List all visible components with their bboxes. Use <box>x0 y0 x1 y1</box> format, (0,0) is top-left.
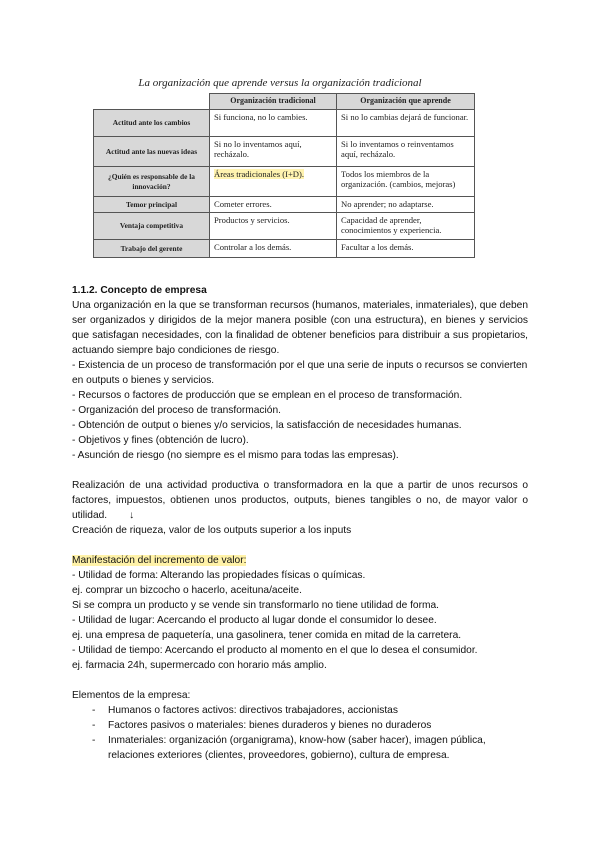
value-line: Si se compra un producto y se vende sin transformarlo no tiene utilidad de forma. <box>72 600 439 611</box>
value-line: - Utilidad de forma: Alterando las propiedades físicas o químicas. <box>72 570 366 581</box>
realization-text: Realización de una actividad productiva o transformadora en la que a partir de unos recursos o factores, impuestos, obtienen unos productos, outputs, bienes tangibles o no, de mayor valor o utilidad. <box>72 480 528 521</box>
table-caption: La organización que aprende versus la organización tradicional <box>138 77 422 89</box>
row-label: Temor principal <box>94 197 210 213</box>
comparison-table <box>93 93 475 258</box>
cell-learning: Capacidad de aprender, conocimientos y experiencia. <box>337 213 475 240</box>
header-traditional: Organización tradicional <box>210 94 337 110</box>
value-heading <box>72 553 528 568</box>
cell-traditional: Cometer errores. <box>210 197 337 213</box>
row-label: Ventaja competitiva <box>94 213 210 240</box>
list-item-text: Factores pasivos o materiales: bienes duraderos y bienes no duraderos <box>108 720 432 731</box>
table-row <box>94 110 475 137</box>
point-line: - Organización del proceso de transformación. <box>72 405 281 416</box>
table-row <box>94 197 475 213</box>
cell-learning: No aprender; no adaptarse. <box>337 197 475 213</box>
row-label: Actitud ante las nuevas ideas <box>94 137 210 167</box>
elements-list <box>72 703 528 763</box>
table-header-row <box>94 94 475 110</box>
dash-bullet: - <box>92 735 96 746</box>
list-item <box>92 733 528 763</box>
elements-heading: Elementos de la empresa: <box>72 690 191 701</box>
definition-paragraph: Una organización en la que se transforman recursos (humanos, materiales, inmateriales), que deben ser organizados y dirigidos de la mejor manera posible (con una estructura), en bienes y servicios que satisfagan necesidades, con la finalidad de obtener beneficios para distribuir a sus propietarios, actuando siempre bajo condiciones de riesgo. <box>72 300 528 356</box>
list-item-text: Inmateriales: organización (organigrama), know-how (saber hacer), imagen pública, relaciones exteriores (clientes, proveedores, gobierno), cultura de empresa. <box>108 735 486 761</box>
value-line: - Utilidad de tiempo: Acercando el producto al momento en el que lo desea el consumidor. <box>72 645 478 656</box>
document-body <box>72 283 528 763</box>
dash-bullet: - <box>92 705 96 716</box>
table-row <box>94 240 475 258</box>
point-line: - Recursos o factores de producción que se emplean en el proceso de transformación. <box>72 390 463 401</box>
table-row <box>94 213 475 240</box>
highlighted-heading: Manifestación del incremento de valor: <box>72 555 247 566</box>
cell-traditional: Si no lo inventamos aquí, recházalo. <box>210 137 337 167</box>
cell-traditional: Si funciona, no lo cambies. <box>210 110 337 137</box>
header-learning: Organización que aprende <box>337 94 475 110</box>
cell-traditional: Productos y servicios. <box>210 213 337 240</box>
cell-learning: Si no lo cambias dejará de funcionar. <box>337 110 475 137</box>
list-item <box>92 703 528 718</box>
value-line: - Utilidad de lugar: Acercando el producto al lugar donde el consumidor lo desee. <box>72 615 437 626</box>
realization-paragraph <box>72 478 528 523</box>
row-label: ¿Quién es responsable de la innovación? <box>94 167 210 197</box>
point-line: - Objetivos y fines (obtención de lucro). <box>72 435 249 446</box>
row-label: Actitud ante los cambios <box>94 110 210 137</box>
value-line: ej. farmacia 24h, supermercado con horario más amplio. <box>72 660 327 671</box>
cell-traditional <box>210 167 337 197</box>
point-line: - Existencia de un proceso de transformación por el que una serie de inputs o recursos se convierten en outputs o bienes y servicios. <box>72 360 528 386</box>
list-item <box>92 718 528 733</box>
wealth-line: Creación de riqueza, valor de los outputs superior a los inputs <box>72 525 352 536</box>
value-line: ej. comprar un bizcocho o hacerlo, aceituna/aceite. <box>72 585 302 596</box>
point-line: - Obtención de output o bienes y/o servicios, la satisfacción de necesidades humanas. <box>72 420 462 431</box>
list-item-text: Humanos o factores activos: directivos trabajadores, accionistas <box>108 705 398 716</box>
cell-learning: Facultar a los demás. <box>337 240 475 258</box>
section-heading: 1.1.2. Concepto de empresa <box>72 285 207 296</box>
cell-learning: Todos los miembros de la organización. (cambios, mejoras) <box>337 167 475 197</box>
table-row <box>94 167 475 197</box>
dash-bullet: - <box>92 720 96 731</box>
cell-traditional: Controlar a los demás. <box>210 240 337 258</box>
table-row <box>94 137 475 167</box>
highlighted-text: Áreas tradicionales (I+D). <box>214 169 305 179</box>
down-arrow-icon: ↓ <box>129 510 135 521</box>
cell-learning: Si lo inventamos o reinventamos aquí, recházalo. <box>337 137 475 167</box>
row-label: Trabajo del gerente <box>94 240 210 258</box>
point-line: - Asunción de riesgo (no siempre es el mismo para todas las empresas). <box>72 450 399 461</box>
value-line: ej. una empresa de paquetería, una gasolinera, tener comida en mitad de la carretera. <box>72 630 462 641</box>
table-corner-cell <box>94 94 210 110</box>
